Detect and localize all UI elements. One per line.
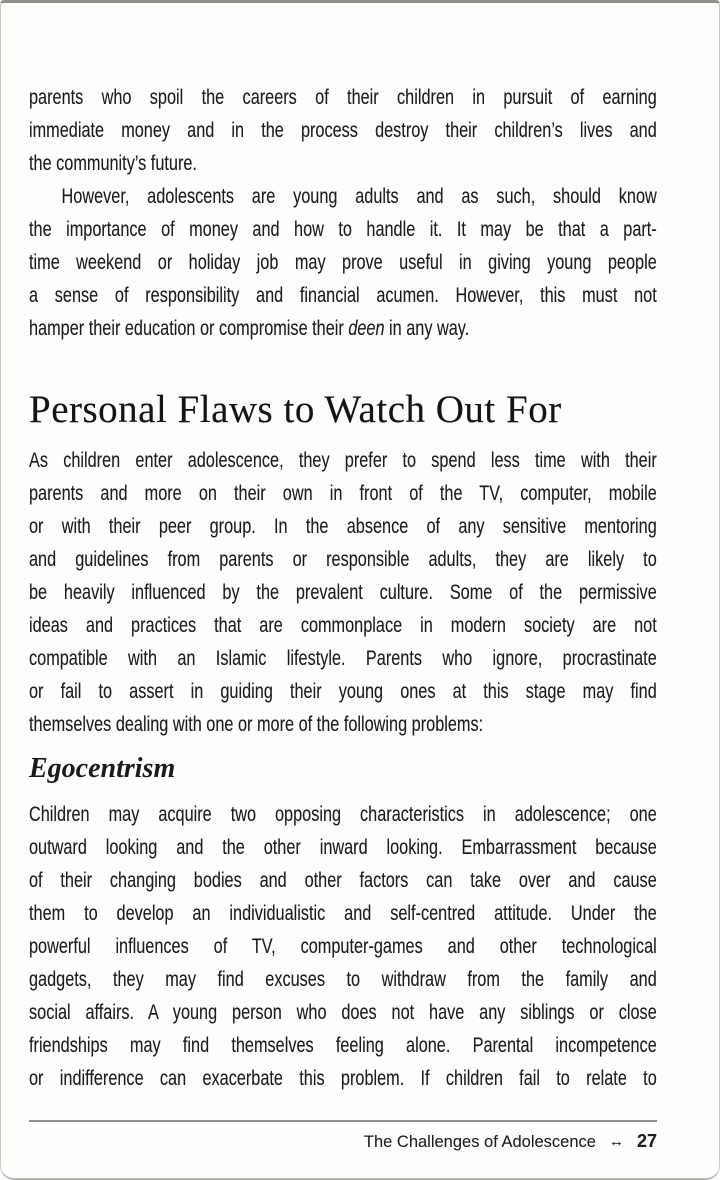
text-line: themselves dealing with one or more of the following problems: bbox=[29, 713, 484, 736]
paragraph-section-intro bbox=[29, 444, 657, 741]
text-line: parents who spoil the careers of their children in pursuit of earning bbox=[29, 86, 657, 109]
text-line: and guidelines from parents or responsible adults, they are likely to bbox=[29, 548, 657, 571]
text-line: ideas and practices that are commonplace in modern society are not bbox=[29, 614, 657, 637]
subsection-heading: Egocentrism bbox=[29, 753, 176, 784]
text-line: compatible with an Islamic lifestyle. Parents who ignore, procrastinate bbox=[29, 647, 657, 670]
text-line: However, adolescents are young adults and as such, should know bbox=[61, 185, 657, 208]
double-arrow-icon: ↔ bbox=[608, 1133, 624, 1150]
text-line: powerful influences of TV, computer-games and other technological bbox=[29, 935, 657, 958]
page-number: 27 bbox=[636, 1131, 657, 1151]
text-line: As children enter adolescence, they prefer to spend less time with their bbox=[29, 449, 657, 472]
text-line: or fail to assert in guiding their young ones at this stage may find bbox=[29, 680, 657, 703]
footer-rule bbox=[29, 1120, 657, 1122]
text-line: of their changing bodies and other factors can take over and cause bbox=[29, 869, 657, 892]
text-line: outward looking and the other inward looking. Embarrassment because bbox=[29, 836, 657, 859]
section-heading: Personal Flaws to Watch Out For bbox=[29, 388, 562, 431]
running-footer-title: The Challenges of Adolescence bbox=[363, 1133, 596, 1151]
text-line: gadgets, they may find excuses to withdraw from the family and bbox=[29, 968, 657, 991]
text-line: Children may acquire two opposing characteristics in adolescence; one bbox=[29, 803, 657, 826]
text-line: them to develop an individualistic and self-centred attitude. Under the bbox=[29, 902, 657, 925]
page-footer bbox=[364, 1131, 657, 1152]
paragraph-egocentrism bbox=[29, 798, 657, 1095]
text-line: friendships may find themselves feeling alone. Parental incompetence bbox=[29, 1034, 657, 1057]
text-line: a sense of responsibility and financial acumen. However, this must not bbox=[29, 284, 657, 307]
text-line: social affairs. A young person who does not have any siblings or close bbox=[29, 1001, 657, 1024]
text-segment: in any way. bbox=[384, 317, 470, 340]
text-line: immediate money and in the process destroy their children’s lives and bbox=[29, 119, 657, 142]
text-segment: hamper their education or compromise their bbox=[29, 317, 349, 340]
text-line bbox=[29, 312, 657, 345]
text-line: time weekend or holiday job may prove useful in giving young people bbox=[29, 251, 657, 274]
text-line: or indifference can exacerbate this problem. If children fail to relate to bbox=[29, 1067, 657, 1090]
text-line: parents and more on their own in front of the TV, computer, mobile bbox=[29, 482, 657, 505]
paragraph-continuation bbox=[29, 81, 657, 180]
text-line: the importance of money and how to handle it. It may be that a part- bbox=[29, 218, 657, 241]
text-line: the community’s future. bbox=[29, 152, 197, 175]
body-text-block bbox=[29, 81, 657, 345]
text-line: or with their peer group. In the absence of any sensitive mentoring bbox=[29, 515, 657, 538]
italic-term: deen bbox=[348, 317, 385, 340]
paragraph-money-handling bbox=[29, 180, 657, 345]
text-line: be heavily influenced by the prevalent culture. Some of the permissive bbox=[29, 581, 657, 604]
